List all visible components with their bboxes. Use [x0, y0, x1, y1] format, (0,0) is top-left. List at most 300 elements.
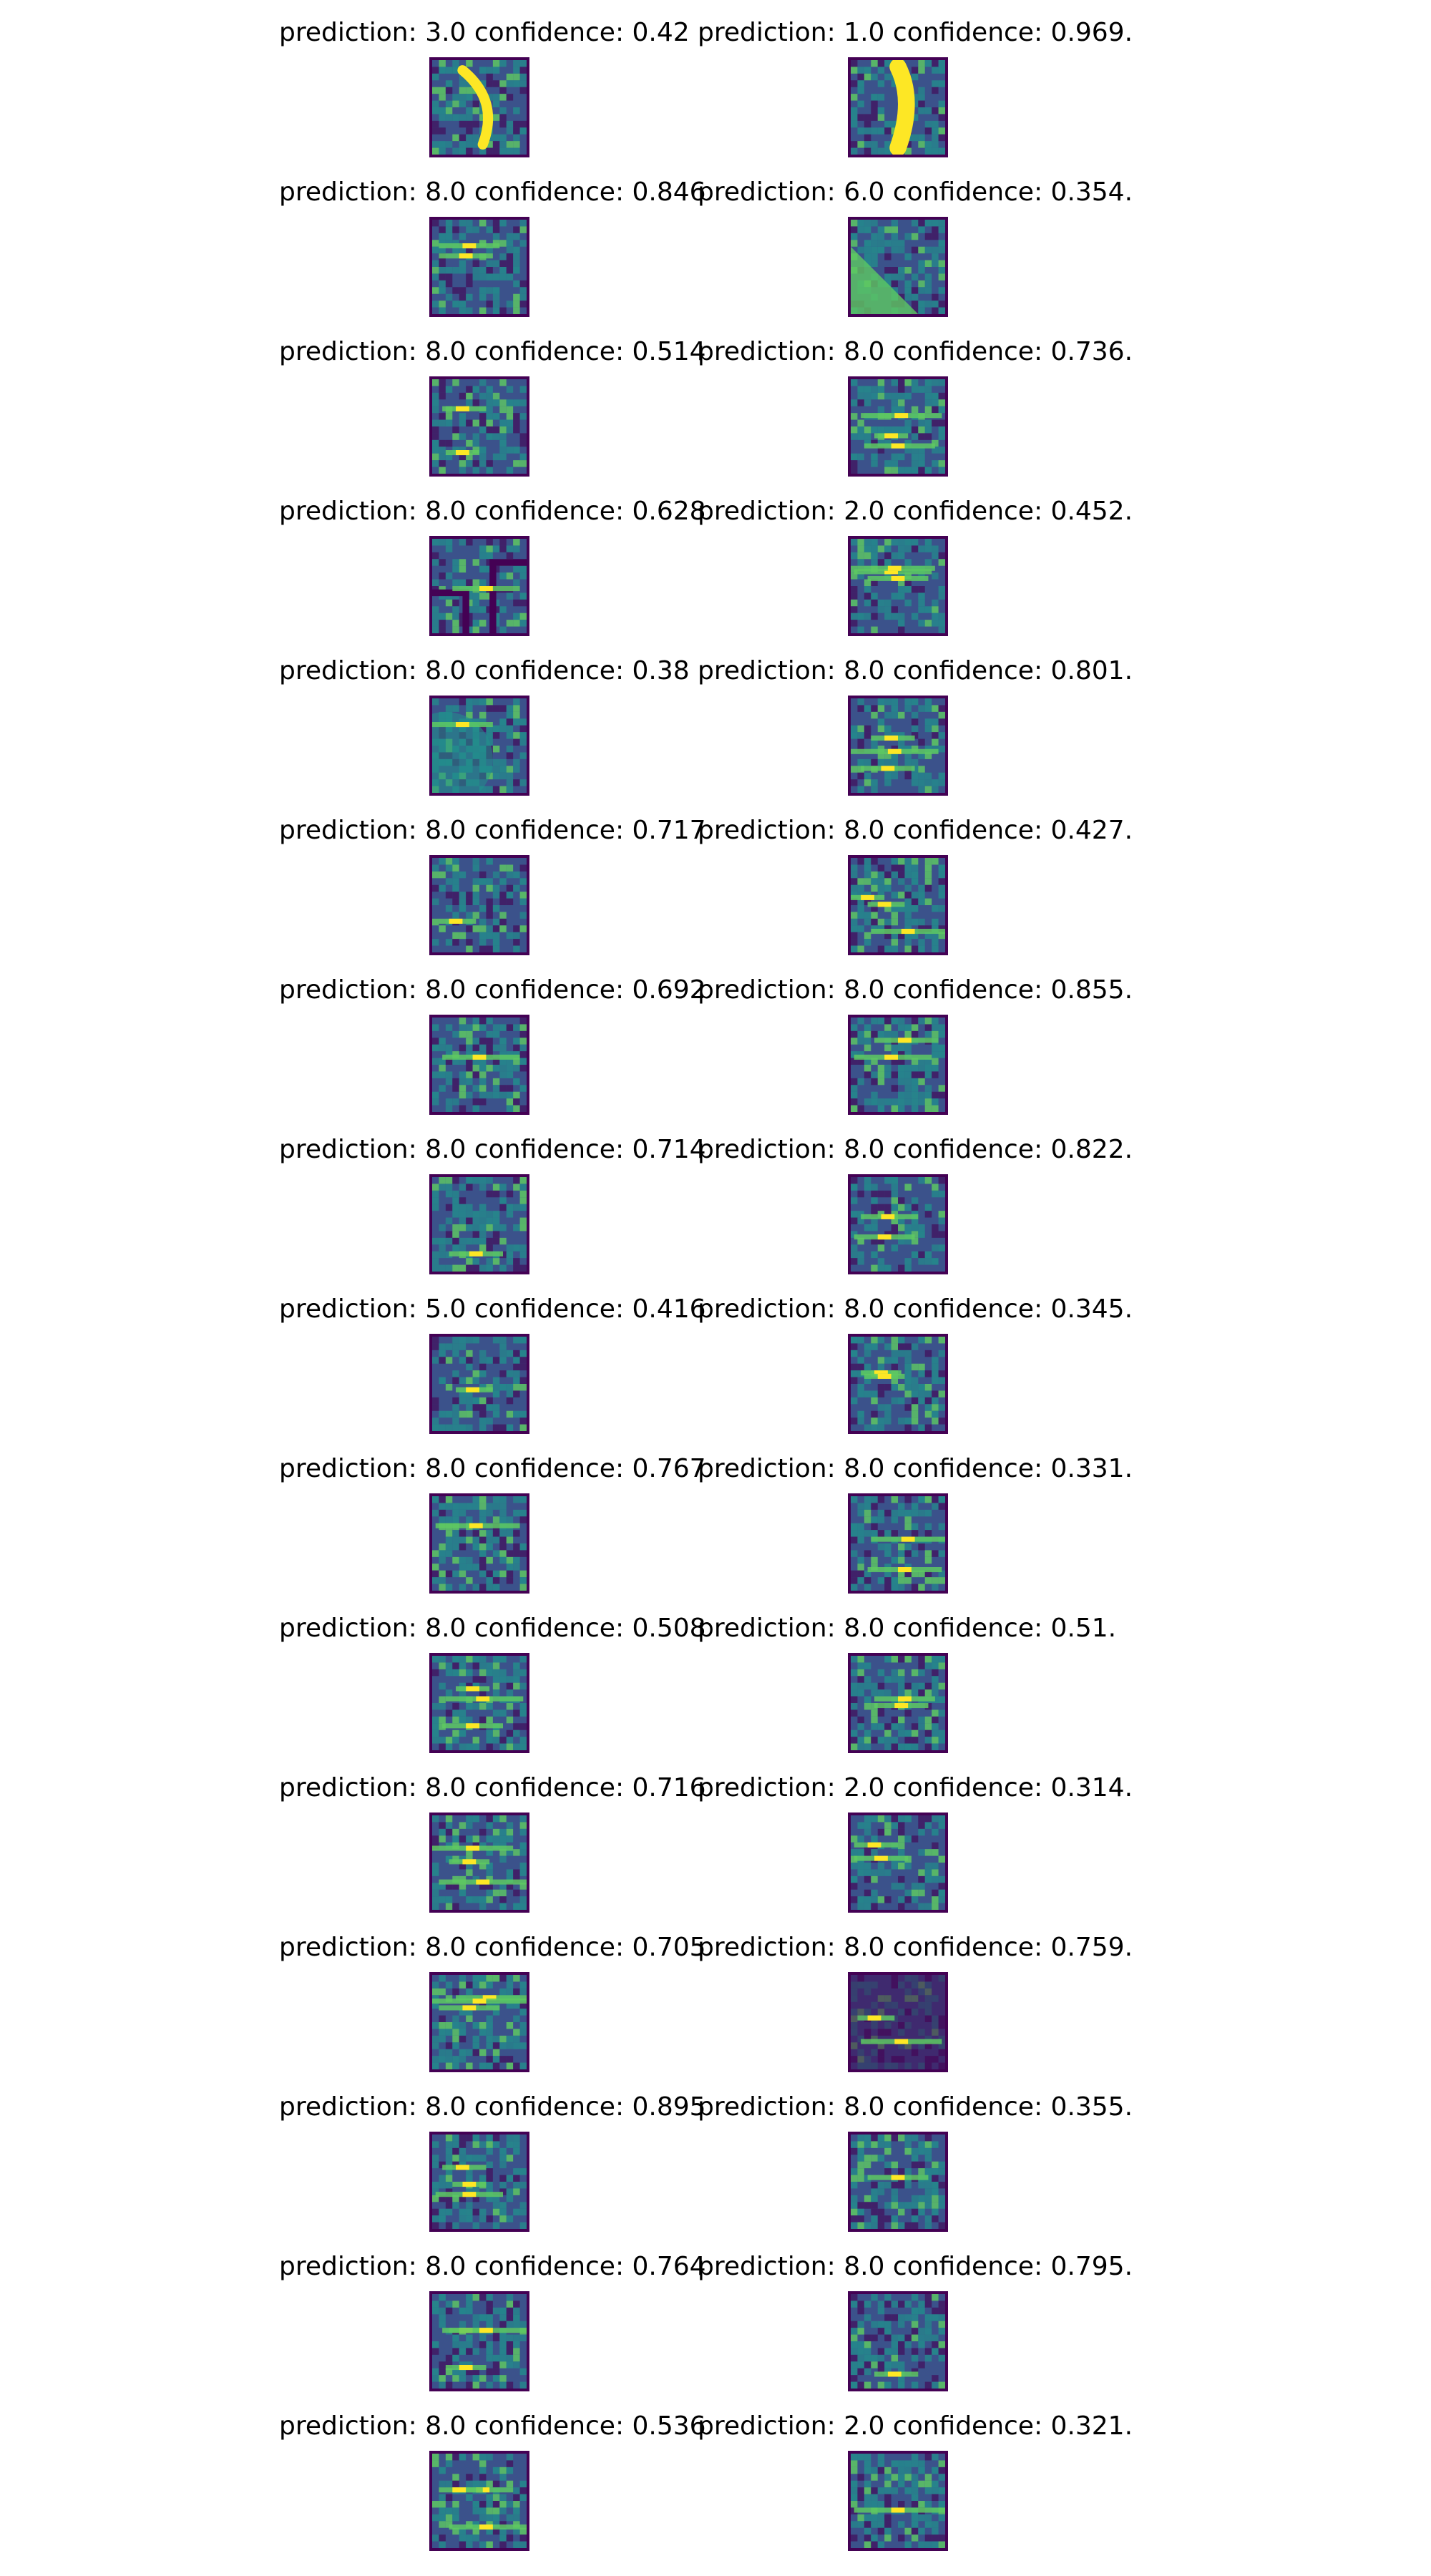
texture-pixel-dark [892, 280, 898, 287]
texture-pixel [520, 1218, 527, 1224]
streak-highlight [894, 2039, 908, 2044]
texture-pixel [432, 2368, 439, 2375]
texture-pixel [939, 1211, 945, 1217]
texture-pixel [507, 2481, 513, 2487]
texture-pixel [918, 386, 924, 392]
texture-pixel [939, 447, 945, 453]
texture-pixel-dark [479, 2341, 486, 2348]
texture-pixel-dark [871, 2135, 877, 2141]
texture-pixel [925, 1869, 932, 1875]
texture-pixel [513, 932, 519, 939]
texture-pixel-dark [864, 1577, 871, 1584]
texture-pixel [473, 1543, 479, 1550]
texture-pixel-dark [871, 705, 877, 711]
texture-pixel [493, 1571, 499, 1577]
texture-pixel-dark [479, 420, 486, 426]
texture-pixel [486, 1537, 492, 1543]
texture-pixel [520, 2209, 527, 2215]
texture-pixel [520, 1510, 527, 1516]
texture-pixel [878, 426, 884, 433]
texture-pixel-dark [486, 460, 492, 467]
texture-pixel [513, 1038, 519, 1044]
texture-pixel [851, 1370, 857, 1377]
texture-pixel [479, 1218, 486, 1224]
texture-pixel-dark [432, 2348, 439, 2354]
texture-pixel-dark [446, 1204, 452, 1211]
texture-pixel [857, 80, 864, 87]
texture-pixel [925, 1177, 932, 1184]
texture-pixel-dark [878, 1204, 884, 1211]
texture-pixel [864, 1177, 871, 1184]
texture-pixel [499, 135, 506, 141]
texture-pixel [459, 2209, 466, 2215]
texture-pixel [513, 1184, 519, 1190]
texture-pixel [439, 447, 445, 453]
texture-pixel [864, 2223, 871, 2229]
texture-pixel-dark [884, 2301, 891, 2307]
texture-pixel [939, 1896, 945, 1903]
texture-pixel [898, 1397, 904, 1404]
texture-pixel [939, 2501, 945, 2507]
texture-pixel-dark [884, 1577, 891, 1584]
texture-pixel [507, 726, 513, 732]
texture-pixel [452, 1730, 459, 1737]
texture-pixel [851, 2521, 857, 2527]
streak-highlight [884, 1055, 898, 1060]
texture-pixel [486, 2162, 492, 2168]
texture-pixel [520, 386, 527, 392]
texture-pixel [884, 1656, 891, 1662]
texture-pixel [857, 101, 864, 107]
prediction-panel [698, 335, 1133, 485]
texture-pixel [892, 1656, 898, 1662]
texture-pixel [493, 1411, 499, 1418]
texture-pixel [892, 858, 898, 864]
texture-pixel [871, 2361, 877, 2368]
texture-pixel [473, 1024, 479, 1030]
texture-pixel [851, 454, 857, 460]
texture-pixel [932, 919, 938, 925]
texture-pixel [486, 1503, 492, 1509]
texture-pixel [918, 426, 924, 433]
texture-pixel [871, 1397, 877, 1404]
texture-pixel-dark [932, 2534, 938, 2541]
texture-pixel [439, 925, 445, 932]
texture-pixel [884, 919, 891, 925]
texture-pixel [857, 1384, 864, 1390]
texture-pixel [925, 2314, 932, 2321]
texture-pixel [878, 1869, 884, 1875]
texture-pixel [473, 698, 479, 705]
texture-pixel-dark [513, 1390, 519, 1397]
texture-pixel [466, 2175, 472, 2182]
texture-pixel [851, 1184, 857, 1190]
texture-pixel [932, 2294, 938, 2301]
texture-pixel [857, 386, 864, 392]
prediction-title: prediction: 8.0 confidence: 0.628 [279, 497, 706, 526]
texture-pixel [473, 2481, 479, 2487]
texture-pixel [932, 67, 938, 73]
texture-pixel-dark [884, 2314, 891, 2321]
texture-pixel-dark [507, 1085, 513, 1091]
texture-pixel [466, 399, 472, 406]
texture-pixel [892, 712, 898, 718]
texture-pixel [466, 1557, 472, 1563]
texture-pixel [486, 386, 492, 392]
texture-pixel-dark [486, 1397, 492, 1404]
texture-pixel [432, 420, 439, 426]
prediction-title: prediction: 2.0 confidence: 0.321. [698, 2411, 1133, 2441]
texture-pixel [904, 2474, 911, 2480]
texture-pixel-dark [479, 1411, 486, 1418]
texture-pixel [904, 864, 911, 871]
texture-pixel [918, 141, 924, 147]
texture-pixel [486, 1065, 492, 1071]
texture-pixel [499, 2036, 506, 2042]
texture-pixel [486, 1418, 492, 1424]
texture-pixel [851, 426, 857, 433]
texture-pixel [857, 1737, 864, 1743]
texture-pixel [520, 1045, 527, 1051]
texture-pixel [513, 2321, 519, 2328]
texture-pixel [884, 885, 891, 892]
texture-pixel [513, 2016, 519, 2022]
texture-pixel-dark [513, 1177, 519, 1184]
texture-pixel-dark [871, 613, 877, 620]
texture-pixel-dark [432, 552, 439, 559]
texture-pixel-dark [520, 1377, 527, 1384]
texture-pixel [857, 1357, 864, 1363]
texture-pixel [932, 1357, 938, 1363]
texture-pixel [493, 101, 499, 107]
texture-pixel [513, 148, 519, 155]
texture-pixel [878, 2135, 884, 2141]
texture-pixel [507, 932, 513, 939]
texture-pixel [904, 1510, 911, 1516]
texture-pixel [473, 1537, 479, 1543]
texture-pixel [493, 301, 499, 307]
texture-pixel [892, 1177, 898, 1184]
prediction-title: prediction: 8.0 confidence: 0.795. [698, 2252, 1133, 2281]
texture-pixel [439, 539, 445, 545]
texture-pixel-dark [898, 1829, 904, 1835]
texture-pixel-dark [479, 1717, 486, 1723]
texture-pixel [878, 80, 884, 87]
texture-pixel [446, 1045, 452, 1051]
texture-pixel [439, 301, 445, 307]
texture-pixel [898, 1045, 904, 1051]
texture-pixel [892, 939, 898, 945]
texture-pixel [507, 2188, 513, 2195]
texture-pixel [918, 87, 924, 94]
texture-pixel [507, 386, 513, 392]
texture-pixel-dark [507, 1397, 513, 1404]
texture-pixel [439, 1577, 445, 1584]
texture-pixel [857, 393, 864, 399]
texture-pixel-dark [884, 1191, 891, 1197]
texture-pixel [459, 1425, 466, 1431]
texture-pixel [925, 2514, 932, 2521]
texture-pixel-dark [857, 773, 864, 779]
texture-pixel [918, 946, 924, 952]
texture-pixel [459, 1238, 466, 1244]
prediction-panel [279, 1292, 706, 1443]
texture-pixel-dark [912, 1584, 918, 1591]
texture-pixel [932, 301, 938, 307]
texture-pixel [486, 1258, 492, 1264]
texture-pixel [446, 233, 452, 240]
texture-pixel [918, 301, 924, 307]
texture-pixel [857, 1411, 864, 1418]
texture-pixel [513, 2335, 519, 2341]
texture-pixel-dark [493, 2135, 499, 2141]
texture-pixel [857, 1863, 864, 1869]
texture-pixel [479, 2022, 486, 2029]
texture-pixel [439, 114, 445, 120]
texture-pixel [932, 1045, 938, 1051]
texture-pixel [904, 2341, 911, 2348]
texture-pixel-dark [507, 2056, 513, 2062]
texture-pixel [486, 2294, 492, 2301]
texture-pixel [479, 287, 486, 293]
texture-pixel-dark [892, 1224, 898, 1231]
texture-pixel [507, 2335, 513, 2341]
texture-pixel-dark [892, 864, 898, 871]
texture-pixel-dark [851, 620, 857, 626]
texture-pixel [459, 94, 466, 100]
texture-pixel [884, 1530, 891, 1536]
texture-pixel [939, 905, 945, 912]
texture-pixel [499, 1065, 506, 1071]
texture-pixel-dark [932, 226, 938, 233]
texture-pixel [851, 1669, 857, 1676]
texture-pixel-dark [507, 552, 513, 559]
texture-pixel [493, 872, 499, 878]
texture-pixel [507, 766, 513, 772]
texture-pixel [884, 2487, 891, 2494]
texture-pixel-dark [892, 2135, 898, 2141]
texture-pixel-dark [486, 539, 492, 545]
texture-pixel-dark [513, 1045, 519, 1051]
texture-pixel-dark [439, 1822, 445, 1828]
texture-pixel [864, 2481, 871, 2487]
texture-pixel [892, 759, 898, 766]
texture-pixel [932, 2542, 938, 2548]
texture-pixel [432, 2308, 439, 2314]
texture-pixel [932, 779, 938, 786]
texture-pixel [513, 1224, 519, 1231]
texture-pixel [864, 1045, 871, 1051]
streak-highlight [462, 2005, 476, 2010]
texture-pixel [479, 1184, 486, 1190]
texture-pixel [479, 932, 486, 939]
texture-pixel [851, 240, 857, 246]
texture-pixel [499, 94, 506, 100]
texture-pixel [432, 74, 439, 80]
texture-pixel-dark [499, 260, 506, 267]
streak-highlight [888, 749, 902, 754]
texture-pixel [864, 2467, 871, 2474]
texture-pixel-dark [898, 1903, 904, 1910]
texture-pixel-dark [507, 752, 513, 758]
texture-pixel [864, 2141, 871, 2147]
texture-pixel [857, 1418, 864, 1424]
streak-highlight [466, 1387, 479, 1392]
texture-pixel [459, 2029, 466, 2035]
streak-highlight [456, 2165, 469, 2170]
texture-pixel-dark [486, 2215, 492, 2222]
texture-pixel [898, 1689, 904, 1696]
texture-pixel [493, 2308, 499, 2314]
texture-pixel [466, 1744, 472, 1750]
texture-pixel [507, 2155, 513, 2161]
texture-pixel [493, 2494, 499, 2501]
texture-pixel [878, 1265, 884, 1272]
texture-pixel [513, 2036, 519, 2042]
texture-pixel [918, 1065, 924, 1071]
texture-pixel [878, 1896, 884, 1903]
texture-pixel [878, 94, 884, 100]
texture-pixel [939, 67, 945, 73]
texture-pixel-dark [871, 1078, 877, 1085]
texture-pixel-dark [912, 586, 918, 592]
texture-pixel-dark [898, 1876, 904, 1883]
texture-pixel [864, 779, 871, 786]
texture-pixel-dark [507, 94, 513, 100]
texture-pixel [439, 141, 445, 147]
texture-pixel [918, 1370, 924, 1377]
texture-pixel [520, 1411, 527, 1418]
texture-pixel [918, 1224, 924, 1231]
texture-pixel-dark [452, 2454, 459, 2460]
texture-pixel [912, 1890, 918, 1896]
texture-pixel-dark [513, 2301, 519, 2307]
texture-pixel [466, 1537, 472, 1543]
texture-pixel-dark [439, 1496, 445, 1503]
texture-pixel [857, 1656, 864, 1662]
texture-pixel [459, 1018, 466, 1024]
texture-pixel [513, 1557, 519, 1563]
texture-pixel [912, 1689, 918, 1696]
texture-pixel [912, 1744, 918, 1750]
texture-pixel [857, 141, 864, 147]
texture-pixel [466, 1703, 472, 1709]
texture-pixel [452, 1343, 459, 1350]
texture-pixel-dark [932, 1717, 938, 1723]
texture-pixel-dark [493, 705, 499, 711]
texture-pixel [493, 1031, 499, 1038]
texture-pixel [439, 87, 445, 94]
texture-pixel [898, 1896, 904, 1903]
texture-pixel [932, 1503, 938, 1509]
texture-pixel [446, 545, 452, 552]
texture-pixel-dark [932, 107, 938, 114]
texture-pixel [918, 2481, 924, 2487]
texture-pixel-dark [851, 80, 857, 87]
texture-pixel [459, 1211, 466, 1217]
texture-pixel [507, 892, 513, 898]
texture-pixel [864, 2195, 871, 2202]
texture-pixel [513, 718, 519, 725]
texture-pixel [479, 1516, 486, 1523]
texture-pixel [452, 1543, 459, 1550]
texture-pixel-dark [479, 1829, 486, 1835]
texture-pixel [473, 2155, 479, 2161]
texture-pixel-dark [466, 1184, 472, 1190]
texture-pixel [459, 1357, 466, 1363]
texture-pixel [479, 379, 486, 386]
texture-pixel [918, 2141, 924, 2147]
texture-pixel [878, 1078, 884, 1085]
texture-pixel [939, 1697, 945, 1703]
texture-pixel-dark [439, 1357, 445, 1363]
texture-pixel [493, 1496, 499, 1503]
texture-pixel [520, 1863, 527, 1869]
texture-pixel [473, 440, 479, 447]
texture-pixel [904, 905, 911, 912]
texture-pixel-dark [466, 892, 472, 898]
texture-pixel [499, 1337, 506, 1343]
texture-pixel [912, 1098, 918, 1105]
texture-pixel [878, 107, 884, 114]
texture-pixel-dark [446, 2042, 452, 2049]
texture-pixel [446, 267, 452, 273]
sample-image [848, 2291, 948, 2391]
texture-pixel [507, 2175, 513, 2182]
texture-pixel-dark [925, 1397, 932, 1404]
texture-pixel [904, 858, 911, 864]
texture-pixel [520, 613, 527, 620]
texture-pixel [898, 620, 904, 626]
texture-pixel [939, 148, 945, 155]
texture-pixel-dark [878, 2215, 884, 2222]
texture-pixel [884, 759, 891, 766]
streak-highlight [456, 722, 469, 727]
texture-pixel [939, 2355, 945, 2361]
texture-pixel [479, 1503, 486, 1509]
texture-pixel [925, 2202, 932, 2208]
texture-pixel [878, 1543, 884, 1550]
texture-pixel-dark [878, 2361, 884, 2368]
texture-pixel [932, 1863, 938, 1869]
texture-pixel [871, 2467, 877, 2474]
sample-image-canvas [432, 60, 527, 155]
texture-pixel [864, 74, 871, 80]
sample-image-canvas [432, 1337, 527, 1431]
texture-pixel [904, 1092, 911, 1098]
prediction-panel [279, 335, 706, 485]
texture-pixel [898, 1071, 904, 1078]
streak-highlight [894, 1703, 908, 1708]
texture-pixel [904, 1390, 911, 1397]
texture-pixel [864, 433, 871, 439]
sample-image [848, 1015, 948, 1115]
texture-pixel [878, 148, 884, 155]
texture-pixel-dark [871, 114, 877, 120]
texture-pixel [479, 2335, 486, 2341]
texture-pixel [932, 1370, 938, 1377]
texture-pixel-dark [452, 1377, 459, 1384]
texture-pixel [499, 864, 506, 871]
texture-pixel [851, 600, 857, 606]
texture-pixel-dark [932, 2215, 938, 2222]
texture-pixel [520, 2321, 527, 2328]
texture-pixel [493, 233, 499, 240]
texture-pixel [473, 2294, 479, 2301]
texture-pixel [466, 87, 472, 94]
texture-pixel-dark [857, 2382, 864, 2389]
texture-pixel [466, 2542, 472, 2548]
